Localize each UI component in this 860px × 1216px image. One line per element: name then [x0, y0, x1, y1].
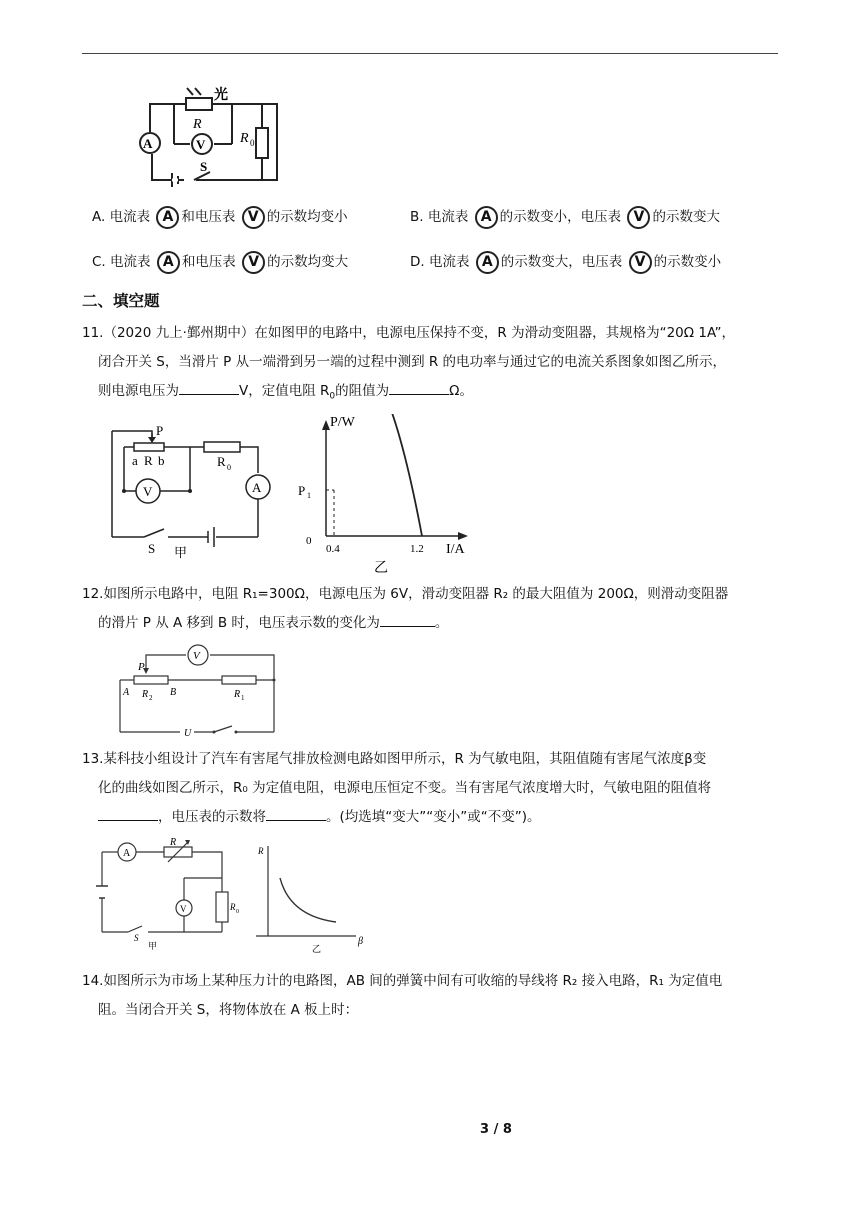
option-a-text-2: 和电压表 [181, 209, 236, 225]
q11-text-d: 的阻值为 [335, 383, 390, 399]
fig13-s-label: S [134, 933, 139, 943]
fig13-yi-label: 乙 [312, 944, 322, 954]
voltmeter-icon: V [629, 251, 652, 274]
chart-tick-0.4: 0.4 [326, 543, 340, 555]
ammeter-icon: A [156, 206, 179, 229]
ammeter-icon: A [476, 251, 499, 274]
fig11-am-label: A [252, 480, 262, 495]
q11-line-2: 闭合开关 S，当滑片 P 从一端滑到另一端的过程中测到 R 的电功率与通过它的电流关系图象如图乙所示， [98, 354, 727, 370]
fig12-b-label: B [170, 687, 177, 698]
chart-ylabel: P/W [330, 415, 355, 430]
q12-blank[interactable] [380, 612, 435, 627]
q14-line-2: 阻。当闭合开关 S，将物体放在 A 板上时： [98, 1002, 359, 1018]
fig13-jia-label: 甲 [148, 941, 158, 951]
q11-line-3 [98, 377, 473, 412]
q12-line-1: 12.如图所示电路中，电阻 R₁=300Ω，电源电压为 6V，滑动变阻器 R₂ 的最大阻值为 200Ω，则滑动变阻器 [82, 586, 729, 602]
fig12-v-label: V [193, 650, 200, 662]
fig11-p-label: P [156, 423, 164, 438]
option-a-text-1: A. 电流表 [92, 209, 151, 225]
fig13-yaxis-label: R [258, 846, 264, 856]
voltmeter-icon: V [242, 206, 265, 229]
fig12-a-label: A [123, 687, 130, 698]
option-b-text-1: B. 电流表 [410, 209, 469, 225]
q12-circuit-diagram [114, 643, 284, 739]
voltmeter-icon: V [627, 206, 650, 229]
fig13-v-label: V [180, 904, 187, 914]
power-curve [334, 414, 422, 536]
fig13-a-label: A [123, 848, 131, 859]
q13-blank-2[interactable] [266, 806, 326, 821]
option-b-text-3: 的示数变大 [652, 209, 720, 225]
q13-chart-yi [252, 838, 372, 958]
ammeter-icon: A [475, 206, 498, 229]
q11-line-1: 11.（2020 九上·鄞州期中）在如图甲的电路中，电源电压保持不变，R 为滑动变阻器，其规格为“20Ω 1A”， [82, 325, 736, 341]
option-c [92, 248, 348, 277]
chart-origin-label: 0 [306, 535, 312, 547]
option-d-text-3: 的示数变小 [653, 254, 722, 270]
fig11-jia-label: 甲 [174, 545, 188, 560]
q10-voltmeter-label: V [196, 137, 206, 152]
q13-blank-1[interactable] [98, 806, 158, 821]
q12-text-b: 。 [434, 615, 449, 631]
header-rule [82, 53, 778, 54]
fig13-r0-sub: 0 [236, 909, 239, 915]
option-b [410, 203, 720, 232]
fig12-r2-sub: 2 [149, 694, 153, 702]
fig13-r0-label: R [230, 902, 236, 912]
option-d-text-2: 的示数变大，电压表 [500, 254, 623, 270]
q10-r0-sub: 0 [250, 138, 255, 148]
fig11-s-label: S [148, 541, 156, 556]
q10-r0-label: R [240, 131, 249, 146]
fig12-r1-sub: 1 [241, 694, 245, 702]
chart-p1-sub: 1 [307, 491, 311, 500]
option-c-text-1: C. 电流表 [92, 254, 151, 270]
chart-tick-1.2: 1.2 [410, 543, 424, 555]
fig12-r2-label: R [142, 689, 149, 700]
ammeter-icon: A [157, 251, 180, 274]
fig11-r0-sub: 0 [227, 463, 231, 472]
fig13-beta-label: β [358, 936, 363, 947]
q11-text-a: 则电源电压为 [98, 383, 179, 399]
q13-text-a: ，电压表的示数将 [158, 809, 266, 825]
fig12-p-label: P [138, 661, 145, 673]
fig12-r1-label: R [234, 689, 241, 700]
fig11-r0-label: R [217, 454, 226, 469]
fig11-r-label: R [144, 453, 153, 468]
fig11-b-label: b [158, 453, 165, 468]
fig13-r-label: R [170, 837, 177, 848]
option-c-text-2: 和电压表 [181, 254, 236, 270]
q10-ammeter-label: A [143, 136, 153, 151]
chart-xlabel: I/A [446, 542, 465, 557]
chart-yi-label: 乙 [374, 561, 388, 574]
q13-text-b: 。(均选填“变大”“变小”或“不变”)。 [326, 809, 541, 825]
resistance-curve [280, 878, 336, 922]
page-number: 3 / 8 [480, 1122, 512, 1137]
q13-line-1: 13.某科技小组设计了汽车有害尾气排放检测电路如图甲所示，R 为气敏电阻，其阻值随有害尾气浓度β变 [82, 751, 707, 767]
q13-line-2: 化的曲线如图乙所示，R₀ 为定值电阻，电源电压恒定不变。当有害尾气浓度增大时，气敏电阻的阻值将 [98, 780, 712, 796]
voltmeter-icon: V [242, 251, 265, 274]
q11-chart-yi [294, 414, 484, 574]
fig12-u-label: U [184, 728, 192, 739]
option-d-text-1: D. 电流表 [410, 254, 470, 270]
q10-light-label: 光 [214, 88, 228, 103]
q14-line-1: 14.如图所示为市场上某种压力计的电路图，AB 间的弹簧中间有可收缩的导线将 R₂ 接入电路，R₁ 为定值电 [82, 973, 723, 989]
fig11-v-label: V [143, 484, 153, 499]
q13-circuit-jia [92, 836, 252, 956]
q11-text-e: Ω。 [449, 383, 473, 399]
option-a [92, 203, 348, 232]
q10-circuit-diagram [132, 84, 282, 190]
option-d [410, 248, 721, 277]
option-b-text-2: 的示数变小，电压表 [499, 209, 622, 225]
q11-text-b: V，定值电阻 R [239, 383, 330, 399]
option-a-text-3: 的示数均变小 [266, 209, 348, 225]
q11-blank-2[interactable] [389, 380, 449, 395]
q11-circuit-jia [104, 421, 284, 561]
option-c-text-3: 的示数均变大 [267, 254, 349, 270]
q13-line-3 [98, 803, 541, 832]
section-title: 二、填空题 [82, 292, 160, 310]
q10-switch-label: S [200, 159, 208, 174]
q11-sub: 0 [329, 391, 336, 402]
q10-r-label: R [193, 117, 202, 132]
fig11-a-label: a [132, 453, 138, 468]
q12-line-2 [98, 609, 448, 638]
q11-blank-1[interactable] [179, 380, 239, 395]
q12-text-a: 的滑片 P 从 A 移到 B 时，电压表示数的变化为 [98, 615, 380, 631]
chart-p1-label: P [298, 483, 306, 498]
